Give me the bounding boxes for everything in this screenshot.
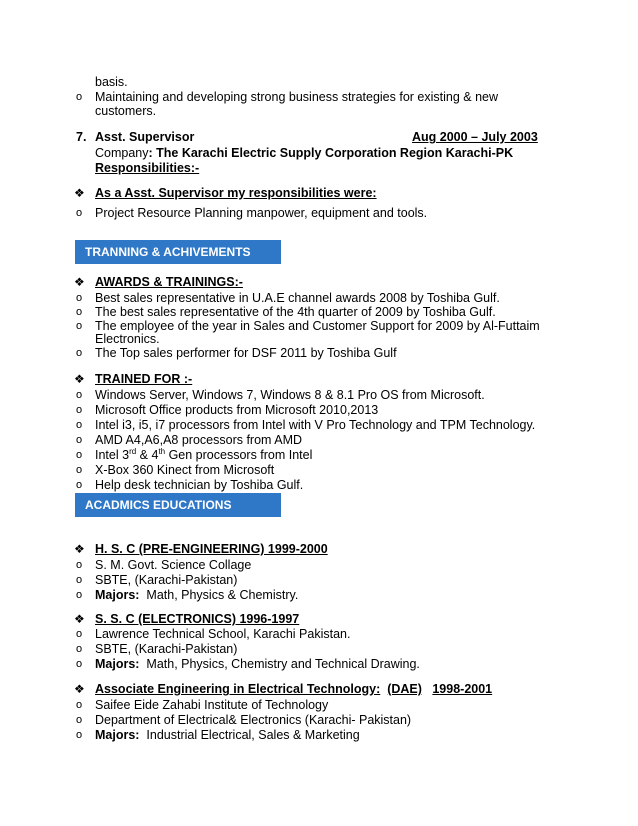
majors-value: Math, Physics & Chemistry. xyxy=(146,588,299,602)
bullet-icon: o xyxy=(76,320,83,332)
job-number: 7. xyxy=(76,130,87,144)
bullet-icon: o xyxy=(76,464,83,476)
award-item-cont: Electronics. xyxy=(95,332,160,346)
superscript-th: th xyxy=(158,446,166,456)
award-item: The employee of the year in Sales and Customer Support for 2009 by Al-Futtaim xyxy=(95,319,540,333)
bullet-icon: o xyxy=(76,479,83,491)
ssc-item: Lawrence Technical School, Karachi Pakistan. xyxy=(95,627,351,641)
bullet-icon: o xyxy=(76,449,83,461)
diamond-bullet-icon: ❖ xyxy=(74,542,85,556)
diamond-bullet-icon: ❖ xyxy=(74,612,85,626)
dae-heading: Associate Engineering in Electrical Technology: xyxy=(95,682,381,696)
superscript-rd: rd xyxy=(129,446,137,456)
hsc-heading: H. S. C (PRE-ENGINEERING) 1999-2000 xyxy=(95,542,328,556)
hsc-item: S. M. Govt. Science Collage xyxy=(95,558,252,572)
trained-item: X-Box 360 Kinect from Microsoft xyxy=(95,463,275,477)
trained-item-intel-gen xyxy=(95,448,312,462)
majors-label: Majors: xyxy=(95,588,140,602)
intel-gen-part: & 4 xyxy=(136,448,159,462)
bullet-icon: o xyxy=(76,643,83,655)
item-maintaining: Maintaining and developing strong business strategies for existing & new xyxy=(95,90,499,104)
bullet-icon: o xyxy=(76,347,83,359)
award-item: Best sales representative in U.A.E channel awards 2008 by Toshiba Gulf. xyxy=(95,291,500,305)
bullet-icon: o xyxy=(76,658,83,670)
dae-majors xyxy=(95,728,360,742)
award-item: The Top sales performer for DSF 2011 by Toshiba Gulf xyxy=(95,346,397,360)
awards-heading: AWARDS & TRAININGS:- xyxy=(95,275,243,289)
bullet-icon: o xyxy=(76,389,83,401)
item-maintaining-cont: customers. xyxy=(95,104,157,118)
majors-value: Industrial Electrical, Sales & Marketing xyxy=(146,728,360,742)
dae-years: 1998-2001 xyxy=(432,682,493,696)
section-header-academics: ACADMICS EDUCATIONS xyxy=(75,493,281,517)
bullet-icon: o xyxy=(76,404,83,416)
job-dates: Aug 2000 – July 2003 xyxy=(412,130,538,144)
responsibilities-heading: As a Asst. Supervisor my responsibilities were: xyxy=(95,186,377,200)
section-header-training: TRANNING & ACHIVEMENTS xyxy=(75,240,281,264)
trained-item: AMD A4,A6,A8 processors from AMD xyxy=(95,433,303,447)
bullet-icon: o xyxy=(76,292,83,304)
dae-heading-line xyxy=(95,682,492,696)
bullet-icon: o xyxy=(76,91,83,103)
bullet-icon: o xyxy=(76,207,83,219)
job-title: Asst. Supervisor xyxy=(95,130,195,144)
bullet-icon: o xyxy=(76,589,83,601)
bullet-icon: o xyxy=(76,574,83,586)
bullet-icon: o xyxy=(76,628,83,640)
trained-item: Help desk technician by Toshiba Gulf. xyxy=(95,478,304,492)
bullet-icon: o xyxy=(76,419,83,431)
majors-label: Majors: xyxy=(95,728,140,742)
dae-tag: (DAE) xyxy=(387,682,422,696)
diamond-bullet-icon: ❖ xyxy=(74,275,85,289)
bullet-icon: o xyxy=(76,306,83,318)
company-name: : The Karachi Electric Supply Corporation Region Karachi-PK xyxy=(148,146,514,160)
award-item: The best sales representative of the 4th quarter of 2009 by Toshiba Gulf. xyxy=(95,305,496,319)
majors-value: Math, Physics, Chemistry and Technical Drawing. xyxy=(146,657,420,671)
ssc-heading: S. S. C (ELECTRONICS) 1996-1997 xyxy=(95,612,300,626)
bullet-icon: o xyxy=(76,434,83,446)
bullet-icon: o xyxy=(76,699,83,711)
dae-item: Saifee Eide Zahabi Institute of Technology xyxy=(95,698,329,712)
bullet-icon: o xyxy=(76,559,83,571)
dae-item: Department of Electrical& Electronics (Karachi- Pakistan) xyxy=(95,713,412,727)
majors-label: Majors: xyxy=(95,657,140,671)
ssc-majors xyxy=(95,657,420,671)
company-line xyxy=(95,146,513,160)
bullet-icon: o xyxy=(76,714,83,726)
trained-item: Windows Server, Windows 7, Windows 8 & 8.1 Pro OS from Microsoft. xyxy=(95,388,485,402)
text-basis: basis. xyxy=(95,75,128,89)
intel-gen-part: Intel 3 xyxy=(95,448,130,462)
intel-gen-part: Gen processors from Intel xyxy=(165,448,313,462)
hsc-majors xyxy=(95,588,298,602)
bullet-icon: o xyxy=(76,729,83,741)
trained-heading: TRAINED FOR :- xyxy=(95,372,193,386)
responsibility-item: Project Resource Planning manpower, equipment and tools. xyxy=(95,206,428,220)
company-label: Company xyxy=(95,146,149,160)
diamond-bullet-icon: ❖ xyxy=(74,682,85,696)
diamond-bullet-icon: ❖ xyxy=(74,186,85,200)
hsc-item: SBTE, (Karachi-Pakistan) xyxy=(95,573,238,587)
trained-item: Intel i3, i5, i7 processors from Intel with V Pro Technology and TPM Technology. xyxy=(95,418,536,432)
diamond-bullet-icon: ❖ xyxy=(74,372,85,386)
ssc-item: SBTE, (Karachi-Pakistan) xyxy=(95,642,238,656)
trained-item: Microsoft Office products from Microsoft 2010,2013 xyxy=(95,403,379,417)
responsibilities-label: Responsibilities:- xyxy=(95,161,200,175)
